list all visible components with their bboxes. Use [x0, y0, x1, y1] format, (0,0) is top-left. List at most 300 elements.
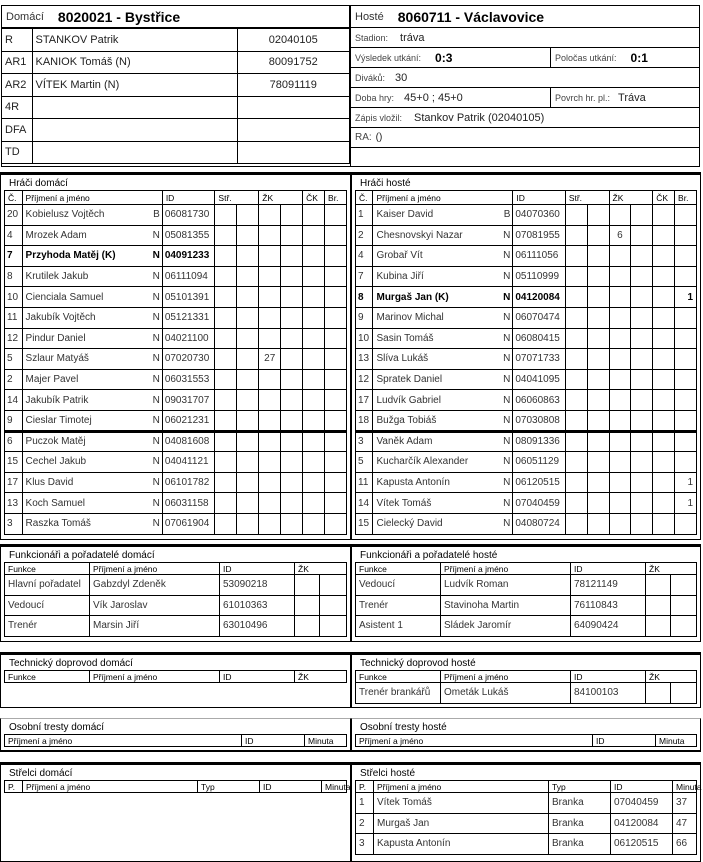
red-card-cell — [653, 328, 675, 349]
official-id: 78091119 — [237, 74, 350, 97]
player-name: Marinov Michal — [373, 307, 493, 328]
player-name: Klus David — [22, 472, 143, 493]
staff-header-3: ŽK — [646, 563, 697, 575]
player-id: 06070474 — [513, 307, 565, 328]
official-id — [237, 141, 350, 164]
yellow-card-cell — [631, 452, 653, 473]
away-scorers-title: Střelci hosté — [360, 768, 416, 779]
red-card-cell — [653, 410, 675, 431]
official-id: 02040105 — [237, 29, 350, 52]
player-type: N — [143, 307, 163, 328]
goals: 1 — [675, 472, 697, 493]
player-number: 11 — [5, 307, 23, 328]
player-number: 8 — [356, 287, 373, 308]
result-value: 0:3 — [435, 50, 453, 65]
stř-cell — [215, 349, 237, 370]
yellow-card-minute — [259, 205, 281, 226]
goals — [675, 513, 697, 534]
home-label: Domácí — [6, 10, 44, 23]
scorer-name: Murgaš Jan — [374, 813, 549, 834]
goals — [675, 390, 697, 411]
player-row — [356, 225, 697, 246]
player-number: 11 — [356, 472, 373, 493]
yellow-card-cell — [631, 493, 653, 514]
yellow-card-minute: 6 — [609, 225, 631, 246]
staff-header-2: ID — [220, 671, 295, 683]
red-card-cell — [303, 431, 325, 452]
scorer-header-0: P. — [356, 781, 374, 793]
stř-cell — [565, 328, 587, 349]
player-number: 17 — [356, 390, 373, 411]
player-row — [356, 205, 697, 226]
red-card-cell — [653, 493, 675, 514]
red-card-cell — [303, 452, 325, 473]
staff-header-2: ID — [220, 563, 295, 575]
player-type: N — [493, 390, 513, 411]
goals — [325, 328, 347, 349]
goals: 1 — [675, 287, 697, 308]
player-name: Krutilek Jakub — [22, 266, 143, 287]
official-role: AR2 — [2, 74, 32, 97]
player-type: N — [493, 369, 513, 390]
yellow-card-cell — [671, 683, 697, 704]
scorer-minute: 47 — [673, 813, 697, 834]
official-row — [2, 51, 350, 74]
yellow-card-minute — [259, 287, 281, 308]
goals — [675, 328, 697, 349]
official-name: KANIOK Tomáš (N) — [32, 51, 237, 74]
yellow-card-cell — [646, 683, 671, 704]
official-role: DFA — [2, 119, 32, 142]
staff-header-0: Funkce — [5, 671, 90, 683]
header-no: Č. — [5, 191, 23, 205]
goals — [325, 390, 347, 411]
player-number: 15 — [356, 513, 373, 534]
player-number: 13 — [356, 349, 373, 370]
player-name: Kobielusz Vojtěch — [22, 205, 143, 226]
stř-cell — [587, 452, 609, 473]
player-type: N — [143, 410, 163, 431]
red-card-cell — [653, 225, 675, 246]
scorer-id: 04120084 — [611, 813, 673, 834]
yellow-card-minute — [609, 246, 631, 267]
home-staff-table — [4, 562, 347, 637]
player-row — [5, 452, 347, 473]
spectators-label: Diváků: — [355, 72, 386, 83]
yellow-card-cell — [631, 410, 653, 431]
penalty-header-0: Příjmení a jméno — [5, 735, 242, 747]
player-type: N — [493, 493, 513, 514]
staff-name: Sládek Jaromír — [441, 616, 571, 637]
goals — [675, 452, 697, 473]
yellow-card-cell — [631, 328, 653, 349]
player-id: 05101391 — [162, 287, 215, 308]
official-name — [32, 141, 237, 164]
player-name: Murgaš Jan (K) — [373, 287, 493, 308]
player-row — [356, 328, 697, 349]
stř-cell — [565, 493, 587, 514]
player-id: 07040459 — [513, 493, 565, 514]
yellow-card-minute — [259, 328, 281, 349]
player-name: Jakubík Patrik — [22, 390, 143, 411]
player-type: N — [493, 287, 513, 308]
goals — [325, 410, 347, 431]
yellow-card-cell — [281, 307, 303, 328]
player-name: Kapusta Antonín — [373, 472, 493, 493]
yellow-card-minute — [609, 287, 631, 308]
stř-cell — [215, 472, 237, 493]
stř-cell — [237, 472, 259, 493]
header-stř: Stř. — [565, 191, 609, 205]
player-row — [5, 287, 347, 308]
goals — [325, 493, 347, 514]
yellow-card-cell — [281, 225, 303, 246]
player-number: 10 — [356, 328, 373, 349]
away-team: 8060711 - Václavovice — [397, 8, 545, 25]
player-type: N — [143, 266, 163, 287]
red-card-cell — [653, 205, 675, 226]
goals — [325, 246, 347, 267]
staff-header-3: ŽK — [295, 563, 347, 575]
player-id: 06051129 — [513, 452, 565, 473]
home-players-title: Hráči domácí — [9, 178, 68, 189]
player-number: 14 — [356, 493, 373, 514]
player-row — [356, 513, 697, 534]
header-name: Příjmení a jméno — [373, 191, 513, 205]
stř-cell — [587, 472, 609, 493]
red-card-cell — [653, 349, 675, 370]
ra-label: RA: — [355, 132, 372, 143]
player-row — [356, 390, 697, 411]
player-id: 06031553 — [162, 369, 215, 390]
player-id: 08091336 — [513, 431, 565, 452]
scorer-header-2: Typ — [198, 781, 260, 793]
staff-row — [356, 616, 697, 637]
staff-id: 53090218 — [220, 575, 295, 596]
player-row — [5, 307, 347, 328]
stř-cell — [237, 369, 259, 390]
red-card-cell — [303, 246, 325, 267]
goals — [675, 431, 697, 452]
penalty-header-2: Minuta — [656, 735, 697, 747]
player-name: Cieslar Timotej — [22, 410, 143, 431]
away-players-panel — [351, 172, 701, 540]
stř-cell — [565, 349, 587, 370]
goals — [675, 205, 697, 226]
player-type: N — [143, 452, 163, 473]
stř-cell — [565, 472, 587, 493]
goals — [325, 369, 347, 390]
player-row — [356, 472, 697, 493]
player-type: N — [493, 349, 513, 370]
goals — [325, 307, 347, 328]
player-number: 12 — [5, 328, 23, 349]
duration-row — [351, 88, 699, 108]
player-number: 2 — [356, 225, 373, 246]
official-id: 80091752 — [237, 51, 350, 74]
stř-cell — [215, 205, 237, 226]
yellow-card-cell — [631, 472, 653, 493]
player-row — [5, 513, 347, 534]
scorer-header-3: ID — [611, 781, 673, 793]
player-id: 07061904 — [162, 513, 215, 534]
player-name: Puczok Matěj — [22, 431, 143, 452]
player-name: Spratek Daniel — [373, 369, 493, 390]
stř-cell — [215, 410, 237, 431]
home-scorers-title: Střelci domácí — [9, 768, 73, 779]
half-value: 0:1 — [630, 50, 648, 65]
staff-row — [356, 683, 697, 704]
staff-row — [5, 575, 347, 596]
away-staff-panel — [351, 544, 701, 642]
header-čk: ČK — [303, 191, 325, 205]
yellow-card-minute — [609, 205, 631, 226]
yellow-card-cell — [631, 307, 653, 328]
player-id: 06080415 — [513, 328, 565, 349]
yellow-card-minute — [609, 513, 631, 534]
header-id: ID — [513, 191, 565, 205]
yellow-card-cell — [281, 472, 303, 493]
yellow-card-minute — [259, 307, 281, 328]
goals — [675, 410, 697, 431]
yellow-card-cell — [671, 595, 697, 616]
yellow-card-minute — [259, 493, 281, 514]
stř-cell — [587, 328, 609, 349]
player-type: N — [143, 390, 163, 411]
staff-header-1: Příjmení a jméno — [441, 563, 571, 575]
yellow-card-cell — [281, 513, 303, 534]
scorer-type: Branka — [549, 793, 611, 814]
red-card-cell — [303, 369, 325, 390]
stadium-row — [351, 28, 699, 48]
player-id: 06111056 — [513, 246, 565, 267]
player-number: 9 — [356, 307, 373, 328]
red-card-cell — [303, 266, 325, 287]
stř-cell — [565, 513, 587, 534]
home-players-table — [4, 190, 347, 535]
stř-cell — [237, 266, 259, 287]
duration-value: 45+0 ; 45+0 — [404, 91, 463, 104]
stř-cell — [587, 307, 609, 328]
player-type: N — [143, 431, 163, 452]
yellow-card-minute — [259, 225, 281, 246]
away-header-panel — [350, 5, 700, 167]
yellow-card-cell — [281, 493, 303, 514]
player-id: 09031707 — [162, 390, 215, 411]
yellow-card-cell — [281, 369, 303, 390]
player-type: N — [493, 472, 513, 493]
penalty-header-1: ID — [242, 735, 305, 747]
player-id: 04070360 — [513, 205, 565, 226]
scorer-row — [356, 813, 697, 834]
player-row — [356, 266, 697, 287]
staff-role: Trenér — [356, 595, 441, 616]
player-name: Jakubík Vojtěch — [22, 307, 143, 328]
home-scorers-table — [4, 780, 351, 793]
player-row — [5, 472, 347, 493]
yellow-card-cell — [631, 246, 653, 267]
player-number: 8 — [5, 266, 23, 287]
stř-cell — [237, 431, 259, 452]
stř-cell — [237, 246, 259, 267]
player-type: N — [493, 266, 513, 287]
yellow-card-cell — [671, 616, 697, 637]
scorer-minute: 37 — [673, 793, 697, 814]
away-penalties-panel — [351, 718, 701, 752]
scorer-header-3: ID — [260, 781, 322, 793]
player-row — [5, 349, 347, 370]
player-id: 04091233 — [162, 246, 215, 267]
away-tech-table — [355, 670, 697, 704]
stř-cell — [215, 225, 237, 246]
entered-row — [351, 108, 699, 128]
ra-value: () — [375, 132, 383, 143]
player-type: N — [493, 410, 513, 431]
goals: 1 — [675, 493, 697, 514]
stř-cell — [215, 513, 237, 534]
player-name: Ludvík Gabriel — [373, 390, 493, 411]
player-name: Slíva Lukáš — [373, 349, 493, 370]
player-row — [5, 390, 347, 411]
stř-cell — [565, 369, 587, 390]
header-id: ID — [162, 191, 215, 205]
yellow-card-minute — [259, 513, 281, 534]
goals — [325, 513, 347, 534]
stř-cell — [237, 307, 259, 328]
player-number: 7 — [356, 266, 373, 287]
away-penalties-table — [355, 734, 697, 747]
staff-header-1: Příjmení a jméno — [90, 563, 220, 575]
home-tech-panel — [0, 652, 351, 708]
stř-cell — [565, 390, 587, 411]
player-number: 18 — [356, 410, 373, 431]
player-row — [356, 246, 697, 267]
staff-row — [5, 595, 347, 616]
scorer-minute: 66 — [673, 834, 697, 855]
player-id: 04041095 — [513, 369, 565, 390]
player-type: N — [493, 246, 513, 267]
player-name: Cienciala Samuel — [22, 287, 143, 308]
stř-cell — [237, 225, 259, 246]
red-card-cell — [303, 410, 325, 431]
official-row — [2, 141, 350, 164]
player-type: N — [143, 493, 163, 514]
player-name: Szlaur Matyáš — [22, 349, 143, 370]
away-staff-title: Funkcionáři a pořadatelé hosté — [360, 550, 498, 561]
yellow-card-minute — [609, 328, 631, 349]
red-card-cell — [303, 390, 325, 411]
yellow-card-cell — [631, 390, 653, 411]
staff-name: Ometák Lukáš — [441, 683, 571, 704]
stř-cell — [565, 287, 587, 308]
header-žk: ŽK — [259, 191, 303, 205]
goals — [675, 225, 697, 246]
player-name: Kucharčík Alexander — [373, 452, 493, 473]
player-name: Raszka Tomáš — [22, 513, 143, 534]
spectators-row — [351, 68, 699, 88]
stř-cell — [587, 287, 609, 308]
scorer-row — [356, 834, 697, 855]
yellow-card-cell — [646, 616, 671, 637]
official-name: VÍTEK Martin (N) — [32, 74, 237, 97]
stř-cell — [565, 307, 587, 328]
yellow-card-minute — [609, 307, 631, 328]
goals — [675, 246, 697, 267]
header-žk: ŽK — [609, 191, 653, 205]
player-row — [356, 410, 697, 431]
player-name: Chesnovskyi Nazar — [373, 225, 493, 246]
yellow-card-cell — [281, 349, 303, 370]
official-id — [237, 119, 350, 142]
result-row — [351, 48, 699, 68]
yellow-card-cell — [631, 513, 653, 534]
penalty-header-0: Příjmení a jméno — [356, 735, 593, 747]
player-id: 07071733 — [513, 349, 565, 370]
scorer-type: Branka — [549, 834, 611, 855]
yellow-card-cell — [631, 205, 653, 226]
stř-cell — [215, 493, 237, 514]
player-number: 12 — [356, 369, 373, 390]
player-id: 05121331 — [162, 307, 215, 328]
official-id — [237, 96, 350, 119]
official-row — [2, 29, 350, 52]
yellow-card-cell — [631, 287, 653, 308]
player-name: Cielecký David — [373, 513, 493, 534]
player-type: N — [143, 513, 163, 534]
player-row — [5, 431, 347, 452]
scorer-header-4: Minuta — [673, 781, 697, 793]
yellow-card-cell — [281, 390, 303, 411]
staff-header-0: Funkce — [356, 671, 441, 683]
player-row — [5, 266, 347, 287]
player-number: 3 — [356, 431, 373, 452]
staff-header-0: Funkce — [5, 563, 90, 575]
player-type: N — [143, 287, 163, 308]
scorer-header-0: P. — [5, 781, 23, 793]
stř-cell — [237, 410, 259, 431]
home-scorers-panel — [0, 762, 351, 862]
staff-role: Asistent 1 — [356, 616, 441, 637]
scorer-row — [356, 793, 697, 814]
away-players-table — [355, 190, 697, 535]
official-row — [2, 74, 350, 97]
officials-table — [2, 28, 350, 164]
goals — [675, 349, 697, 370]
yellow-card-minute — [259, 369, 281, 390]
scorer-order: 1 — [356, 793, 374, 814]
player-id: 04081608 — [162, 431, 215, 452]
entered-value: Stankov Patrik (02040105) — [414, 111, 545, 124]
staff-row — [5, 616, 347, 637]
stř-cell — [215, 246, 237, 267]
player-name: Sasin Tomáš — [373, 328, 493, 349]
player-name: Przyhoda Matěj (K) — [22, 246, 143, 267]
player-type: N — [493, 328, 513, 349]
scorer-id: 07040459 — [611, 793, 673, 814]
home-header-panel — [1, 5, 350, 167]
player-number: 7 — [5, 246, 23, 267]
stř-cell — [565, 225, 587, 246]
staff-role: Trenér — [5, 616, 90, 637]
staff-header-1: Příjmení a jméno — [90, 671, 220, 683]
stř-cell — [215, 390, 237, 411]
penalty-header-2: Minuta — [305, 735, 347, 747]
player-row — [356, 287, 697, 308]
player-name: Kaiser David — [373, 205, 493, 226]
player-row — [5, 410, 347, 431]
player-number: 20 — [5, 205, 23, 226]
player-number: 2 — [5, 369, 23, 390]
